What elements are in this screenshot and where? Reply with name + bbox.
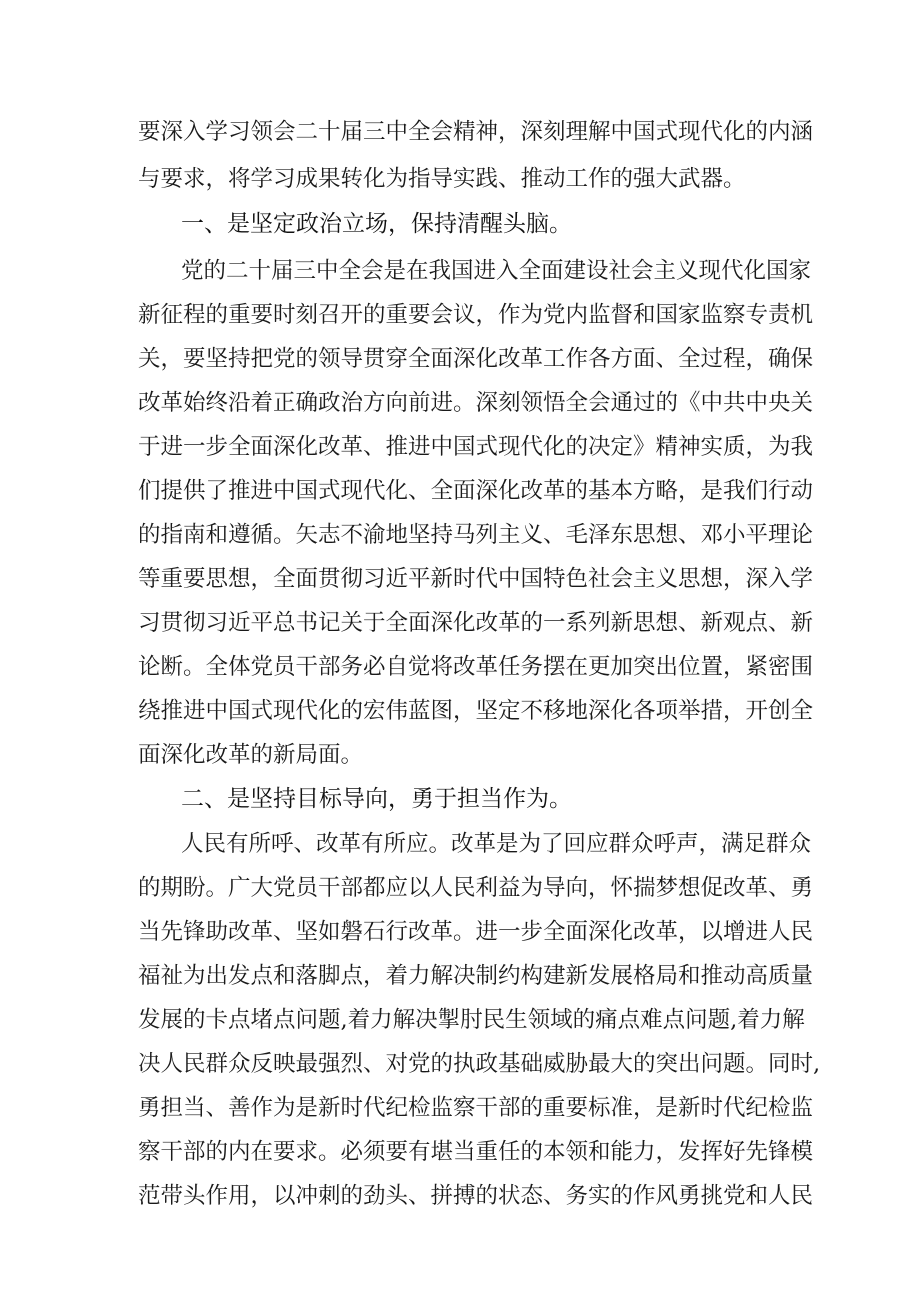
section1-line-9: 习贯彻习近平总书记关于全面深化改革的一系列新思想、新观点、新 <box>138 610 814 636</box>
section2-line-4: 福祉为出发点和落脚点，着力解决制约构建新发展格局和推动高质量 <box>138 963 814 989</box>
section2-line-1: 人民有所呼、改革有所应。改革是为了回应群众呼声，满足群众 <box>181 831 812 857</box>
section2-line-9: 范带头作用，以冲刺的劲头、拼搏的状态、务实的作风勇挑党和人民 <box>138 1183 814 1209</box>
section1-line-1: 党的二十届三中全会是在我国进入全面建设社会主义现代化国家 <box>181 258 812 284</box>
section1-line-12: 面深化改革的新局面。 <box>138 742 364 768</box>
section2-line-3: 当先锋助改革、坚如磐石行改革。进一步全面深化改革，以增进人民 <box>138 919 814 945</box>
section1-line-4: 改革始终沿着正确政治方向前进。深刻领悟全会通过的《中共中央关 <box>138 390 814 416</box>
section2-line-7: 勇担当、善作为是新时代纪检监察干部的重要标准，是新时代纪检监 <box>138 1095 814 1121</box>
section2-line-6: 决人民群众反映最强烈、对党的执政基础威胁最大的突出问题。同时, <box>138 1051 821 1077</box>
section1-line-8: 等重要思想，全面贯彻习近平新时代中国特色社会主义思想，深入学 <box>138 566 814 592</box>
section1-heading: 一、是坚定政治立场，保持清醒头脑。 <box>181 211 572 237</box>
section2-line-8: 察干部的内在要求。必须要有堪当重任的本领和能力，发挥好先锋模 <box>138 1139 814 1165</box>
section1-line-11: 绕推进中国式现代化的宏伟蓝图，坚定不移地深化各项举措，开创全 <box>138 698 814 724</box>
section1-line-6: 们提供了推进中国式现代化、全面深化改革的基本方略，是我们行动 <box>138 478 814 504</box>
section2-line-5: 发展的卡点堵点问题,着力解决掣肘民生领域的痛点难点问题,着力解 <box>138 1007 805 1033</box>
section1-line-10: 论断。全体党员干部务必自觉将改革任务摆在更加突出位置，紧密围 <box>138 654 814 680</box>
section1-line-7: 的指南和遵循。矢志不渝地坚持马列主义、毛泽东思想、邓小平理论 <box>138 522 814 548</box>
section2-heading: 二、是坚持目标导向，勇于担当作为。 <box>181 786 572 812</box>
section1-line-3: 关，要坚持把党的领导贯穿全面深化改革工作各方面、全过程，确保 <box>138 346 814 372</box>
section1-line-2: 新征程的重要时刻召开的重要会议，作为党内监督和国家监察专责机 <box>138 302 814 328</box>
intro-line-2: 与要求，将学习成果转化为指导实践、推动工作的强大武器。 <box>138 166 746 192</box>
section2-line-2: 的期盼。广大党员干部都应以人民利益为导向，怀揣梦想促改革、勇 <box>138 875 814 901</box>
intro-line-1: 要深入学习领会二十届三中全会精神，深刻理解中国式现代化的内涵 <box>138 119 814 145</box>
section1-line-5: 于进一步全面深化改革、推进中国式现代化的决定》精神实质，为我 <box>138 434 814 460</box>
